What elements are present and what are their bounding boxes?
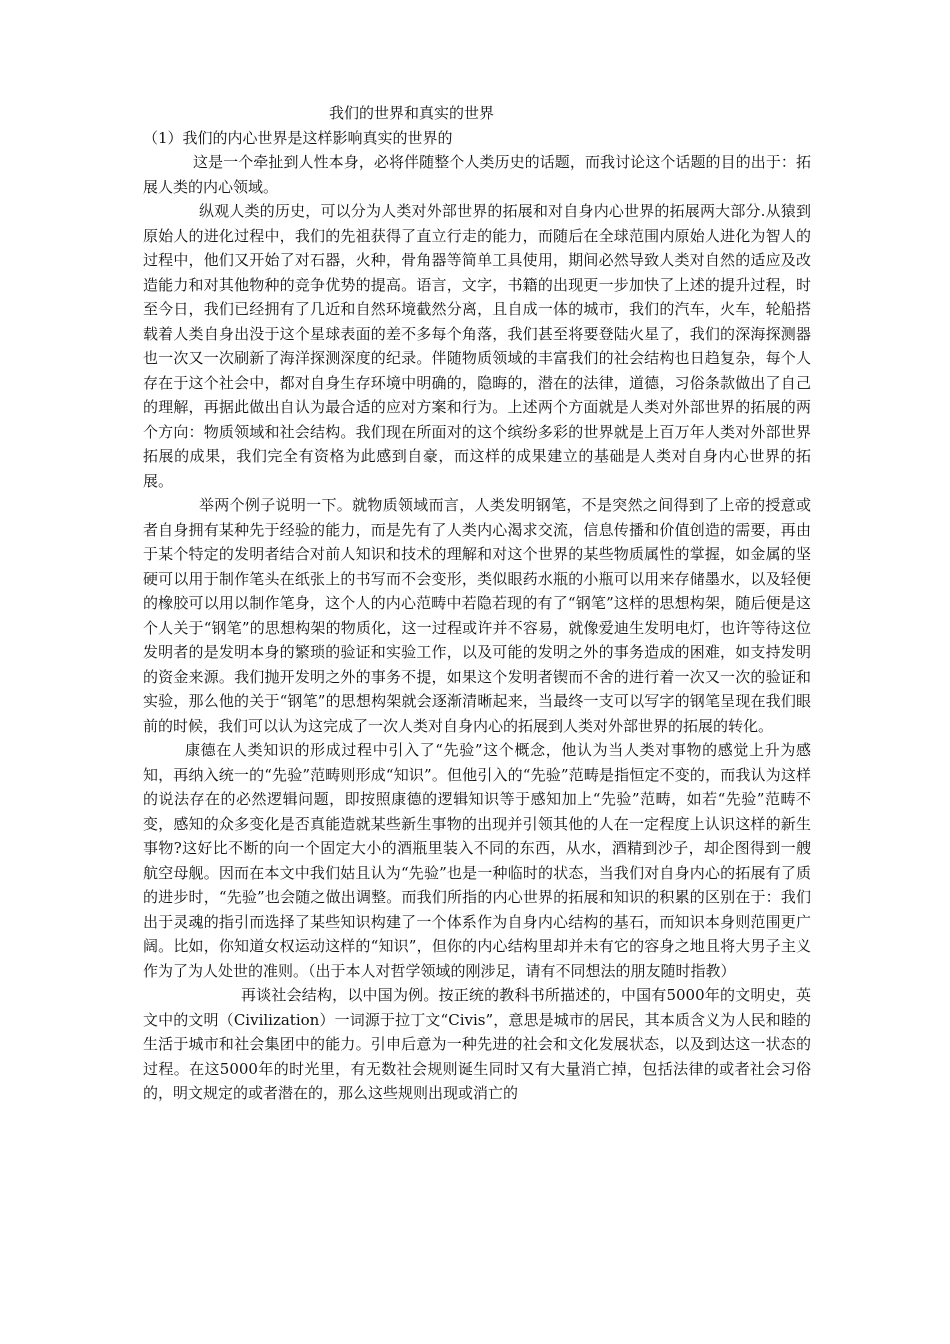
- paragraph-3: 举两个例子说明一下。就物质领域而言，人类发明钢笔，不是突然之间得到了上帝的授意或者自身拥有某种先于经验的能力，而是先有了人类内心渴求交流，信息传播和价值创造的需要，再由于某个特定的发明者结合对前人知识和技术的理解和对这个世界的某些物质属性的掌握，如金属的坚硬可以用于制作笔头在纸张上的书写而不会变形，类似眼药水瓶的小瓶可以用来存储墨水，以及轻便的橡胶可以用以制作笔身，这个人的内心范畴中若隐若现的有了“钢笔”这样的思想构架，随后便是这个人关于“钢笔”的思想构架的物质化，这一过程或许并不容易，就像爱迪生发明电灯，也许等待这位发明者的是发明本身的繁琐的验证和实验工作，以及可能的发明之外的事务造成的困难，如支持发明的资金来源。我们抛开发明之外的事务不提，如果这个发明者锲而不舍的进行着一次又一次的验证和实验，那么他的关于“钢笔”的思想构架就会逐渐清晰起来，当最终一支可以写字的钢笔呈现在我们眼前的时候，我们可以认为这完成了一次人类对自身内心的拓展到人类对外部世界的拓展的转化。: [143, 496, 811, 735]
- paragraph-4: 康德在人类知识的形成过程中引入了“先验”这个概念，他认为当人类对事物的感觉上升为感知，再纳入统一的“先验”范畴则形成“知识”。但他引入的“先验”范畴是指恒定不变的，而我认为这样的说法存在的必然逻辑问题，即按照康德的逻辑知识等于感知加上“先验”范畴，如若“先验”范畴不变，感知的众多变化是否真能造就某些新生事物的出现并引领其他的人在一定程度上认识这样的新生事物?这好比不断的向一个固定大小的酒瓶里装入不同的东西，从水，酒精到沙子，却企图得到一艘航空母舰。因而在本文中我们姑且认为“先验”也是一种临时的状态，当我们对自身内心的拓展有了质的进步时，“先验”也会随之做出调整。而我们所指的内心世界的拓展和知识的积累的区别在于：我们出于灵魂的指引而选择了某些知识构建了一个体系作为自身内心结构的基石，而知识本身则范围更广阔。比如，你知道女权运动这样的“知识”，但你的内心结构里却并未有它的容身之地且将大男子主义作为了为人处世的准则。（出于本人对哲学领域的刚涉足，请有不同想法的朋友随时指教）: [143, 741, 811, 980]
- document-page: [143, 100, 811, 1106]
- section-heading: （1）我们的内心世界是这样影响真实的世界的: [143, 129, 453, 147]
- paragraph-1: 这是一个牵扯到人性本身，必将伴随整个人类历史的话题，而我讨论这个话题的目的出于：拓展人类的内心领域。: [143, 153, 811, 196]
- paragraph-5: 再谈社会结构，以中国为例。按正统的教科书所描述的，中国有5000年的文明史，英文中的文明（Civilization）一词源于拉丁文“Civis”，意思是城市的居民，其本质含义为人民和睦的生活于城市和社会集团中的能力。引申后意为一种先进的社会和文化发展状态，以及到达这一状态的过程。在这5000年的时光里，有无数社会规则诞生同时又有大量消亡掉，包括法律的或者社会习俗的，明文规定的或者潜在的，那么这些规则出现或消亡的: [143, 986, 811, 1102]
- paragraph-2: 纵观人类的历史，可以分为人类对外部世界的拓展和对自身内心世界的拓展两大部分.从猿到原始人的进化过程中，我们的先祖获得了直立行走的能力，而随后在全球范围内原始人进化为智人的过程中，他们又开始了对石器，火种，骨角器等简单工具使用，期间必然导致人类对自然的适应及改造能力和对其他物种的竞争优势的提高。语言，文字，书籍的出现更一步加快了上述的提升过程，时至今日，我们已经拥有了几近和自然环境截然分离，且自成一体的城市，我们的汽车，火车，轮船搭载着人类自身出没于这个星球表面的差不多每个角落，我们甚至将要登陆火星了，我们的深海探测器也一次又一次刷新了海洋探测深度的纪录。伴随物质领域的丰富我们的社会结构也日趋复杂，每个人存在于这个社会中，都对自身生存环境中明确的，隐晦的，潜在的法律，道德，习俗条款做出了自己的理解，再据此做出自认为最合适的应对方案和行为。上述两个方面就是人类对外部世界的拓展的两个方向：物质领域和社会结构。我们现在所面对的这个缤纷多彩的世界就是上百万年人类对外部世界拓展的成果，我们完全有资格为此感到自豪，而这样的成果建立的基础是人类对自身内心世界的拓展。: [143, 202, 811, 490]
- document-title: 我们的世界和真实的世界: [329, 104, 495, 122]
